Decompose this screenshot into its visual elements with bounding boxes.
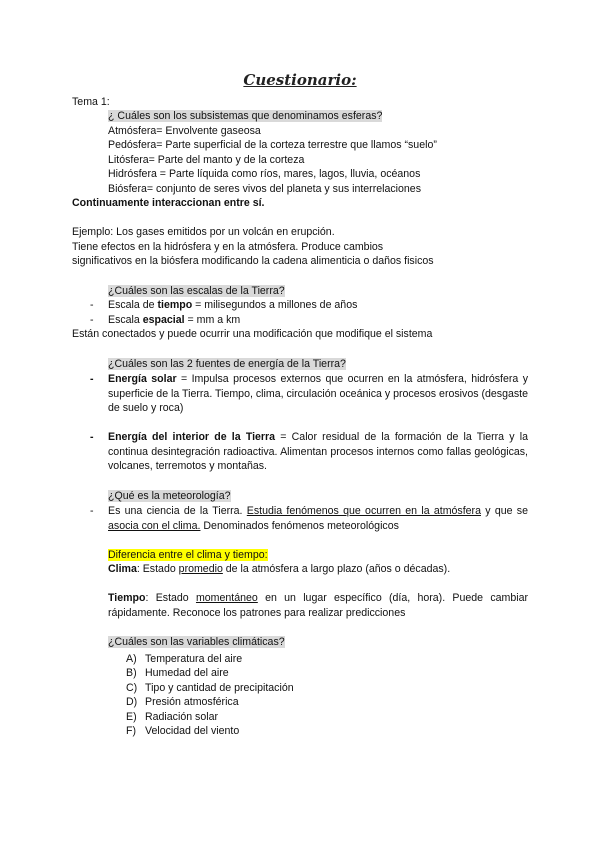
topic-label: Tema 1: — [72, 96, 110, 108]
list-item: Atmósfera= Envolvente gaseosa — [108, 125, 261, 137]
list-item: Presión atmosférica — [145, 696, 239, 708]
list-item: Energía solar = Impulsa procesos externos que ocurren en la atmósfera, hidrósfera y superficie de la Tierra. Tiempo, clima, circulación oceánica y procesos erosivos (desgaste de suelo y roca) — [108, 373, 528, 414]
bullet-dash: - — [90, 505, 94, 517]
list-item: Radiación solar — [145, 711, 219, 723]
list-item: Humedad del aire — [145, 667, 229, 679]
example-line: Ejemplo: Los gases emitidos por un volcán en erupción. — [72, 226, 335, 238]
question-meteorologia: ¿Qué es la meteorología? — [108, 490, 231, 502]
example-line: significativos en la biósfera modificando la cadena alimenticia o daños fisicos — [72, 255, 434, 267]
list-item: Temperatura del aire — [145, 653, 243, 665]
question-esferas: ¿ Cuáles son los subsistemas que denominamos esferas? — [108, 110, 383, 122]
bullet-dash: - — [90, 431, 94, 443]
bullet-dash: - — [90, 314, 94, 326]
list-marker: C) — [126, 682, 138, 694]
tiempo-definition: Tiempo: Estado momentáneo en un lugar específico (día, hora). Puede cambiar rápidamente. Reconoce los patrones para realizar predicciones — [108, 592, 529, 619]
question-energia: ¿Cuáles son las 2 fuentes de energía de la Tierra? — [108, 358, 346, 370]
bullet-dash: - — [90, 373, 94, 385]
list-item: Escala de tiempo = milisegundos a millones de años — [108, 299, 358, 311]
example-line: Tiene efectos en la hidrósfera y en la atmósfera. Produce cambios — [72, 241, 384, 253]
heading-diferencia: Diferencia entre el clima y tiempo: — [108, 549, 268, 561]
question-variables: ¿Cuáles son las variables climáticas? — [108, 636, 285, 648]
list-item: Velocidad del viento — [145, 725, 240, 737]
list-item: Litósfera= Parte del manto y de la corteza — [108, 154, 305, 166]
page-title: Cuestionario: — [243, 71, 357, 89]
list-marker: B) — [126, 667, 137, 679]
list-item: Es una ciencia de la Tierra. Estudia fenómenos que ocurren en la atmósfera y que se asocia con el clima. Denominados fenómenos meteorológicos — [108, 505, 528, 532]
list-marker: F) — [126, 725, 136, 737]
note-text: Están conectados y puede ocurrir una modificación que modifique el sistema — [72, 328, 433, 340]
clima-definition: Clima: Estado promedio de la atmósfera a largo plazo (años o décadas). — [108, 563, 451, 575]
list-item: Escala espacial = mm a km — [108, 314, 241, 326]
list-item: Hidrósfera = Parte líquida como ríos, mares, lagos, lluvia, océanos — [108, 168, 421, 180]
list-item: Energía del interior de la Tierra = Calor residual de la formación de la Tierra y la continua desintegración radioactiva. Alimentan procesos internos como fallas geológicas, volcanes, terremotos y montañas. — [108, 431, 528, 472]
question-escalas: ¿Cuáles son las escalas de la Tierra? — [108, 285, 285, 297]
list-item: Pedósfera= Parte superficial de la corteza terrestre que llamos “suelo” — [108, 139, 437, 151]
conclusion-text: Continuamente interaccionan entre sí. — [72, 197, 265, 209]
list-item: Biósfera= conjunto de seres vivos del planeta y sus interrelaciones — [108, 183, 421, 195]
list-marker: E) — [126, 711, 137, 723]
bullet-dash: - — [90, 299, 94, 311]
list-marker: A) — [126, 653, 137, 665]
list-marker: D) — [126, 696, 138, 708]
list-item: Tipo y cantidad de precipitación — [145, 682, 294, 694]
